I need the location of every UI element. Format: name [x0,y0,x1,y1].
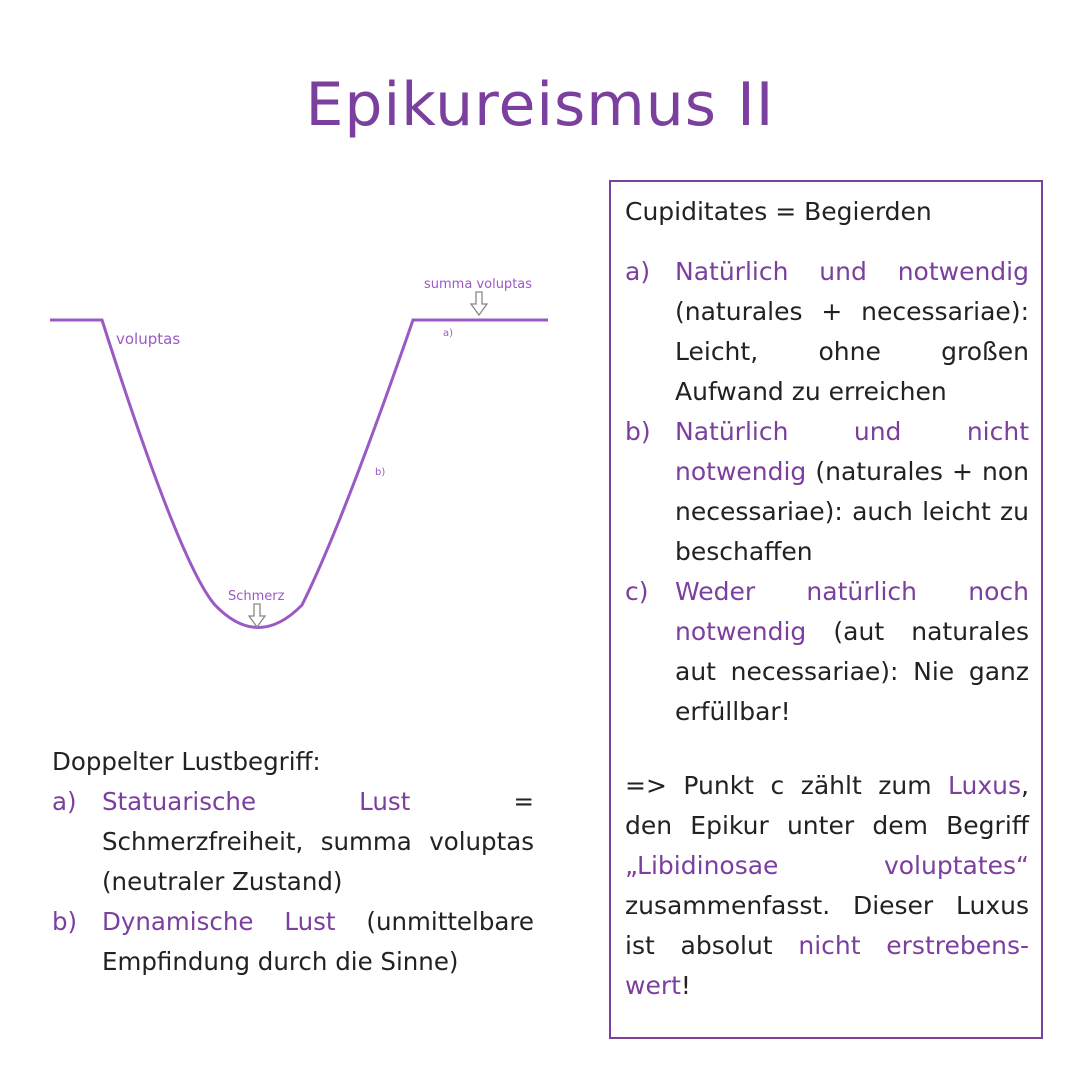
cupiditas-item-b-term: Natürlich und nicht notwendig [675,417,1029,486]
lust-item-b-text: (unmittelbare Empfindung durch die Sinne) [102,907,534,976]
lust-item-b [52,902,534,982]
conclusion-part-1: => Punkt c zählt zum [625,771,949,800]
cupiditates-box [609,180,1043,1039]
luxus-highlight: Luxus [948,771,1022,800]
conclusion-part-4: ! [680,971,691,1000]
lust-item-b-marker: b) [52,907,78,936]
cupiditas-item-a-term: Natürlich und notwendig [675,257,1029,286]
cupiditas-item-a-marker: a) [625,257,651,286]
cupiditas-item-c-text: (aut naturales aut necessariae): Nie ganz erfüllbar! [675,617,1029,726]
conclusion-part-3: zusammenfasst. Dieser Luxus ist absolut [625,891,1029,960]
summa-arrow-icon [471,292,487,315]
cupiditas-item-c-marker: c) [625,577,649,606]
cupiditates-list [625,252,1029,732]
conclusion-text [625,766,1029,1006]
box-heading: Cupiditates = Begierden [625,197,932,226]
lust-item-a [52,782,534,902]
nicht-erstrebenswert-highlight: nicht erstrebens-wert [625,931,1029,1000]
cupiditas-item-c [625,572,1029,732]
lust-list [52,782,534,982]
segment-a-label: a) [443,328,454,339]
lust-item-a-marker: a) [52,787,77,816]
lust-item-a-text: = Schmerzfreiheit, summa voluptas (neutraler Zustand) [102,787,534,896]
cupiditas-item-b-marker: b) [625,417,651,446]
lust-heading: Doppelter Lustbegriff: [52,747,321,776]
schmerz-label: Schmerz [228,589,285,604]
cupiditas-item-a-text: (naturales + necessariae): Leicht, ohne großen Aufwand zu erreichen [675,297,1029,406]
summa-voluptas-label: summa voluptas [424,277,533,292]
page-title: Epikureismus II [305,70,775,140]
segment-b-label: b) [375,467,386,478]
pleasure-curve [50,320,548,628]
pleasure-curve-diagram [40,265,560,645]
cupiditas-item-b [625,412,1029,572]
schmerz-arrow-icon [249,604,265,627]
cupiditas-item-a [625,252,1029,412]
cupiditas-item-b-text: (naturales + non necessariae): auch leicht zu beschaffen [675,457,1029,566]
lust-item-b-term: Dynamische Lust [102,907,336,936]
libidinosae-quote: „Libidinosae voluptates“ [625,851,1029,880]
lust-item-a-term: Statuarische Lust [102,787,411,816]
conclusion-part-2: , den Epikur unter dem Begriff [625,771,1029,840]
voluptas-label: voluptas [116,330,181,348]
cupiditas-item-c-term: Weder natürlich noch notwendig [675,577,1029,646]
lust-section [52,742,534,982]
